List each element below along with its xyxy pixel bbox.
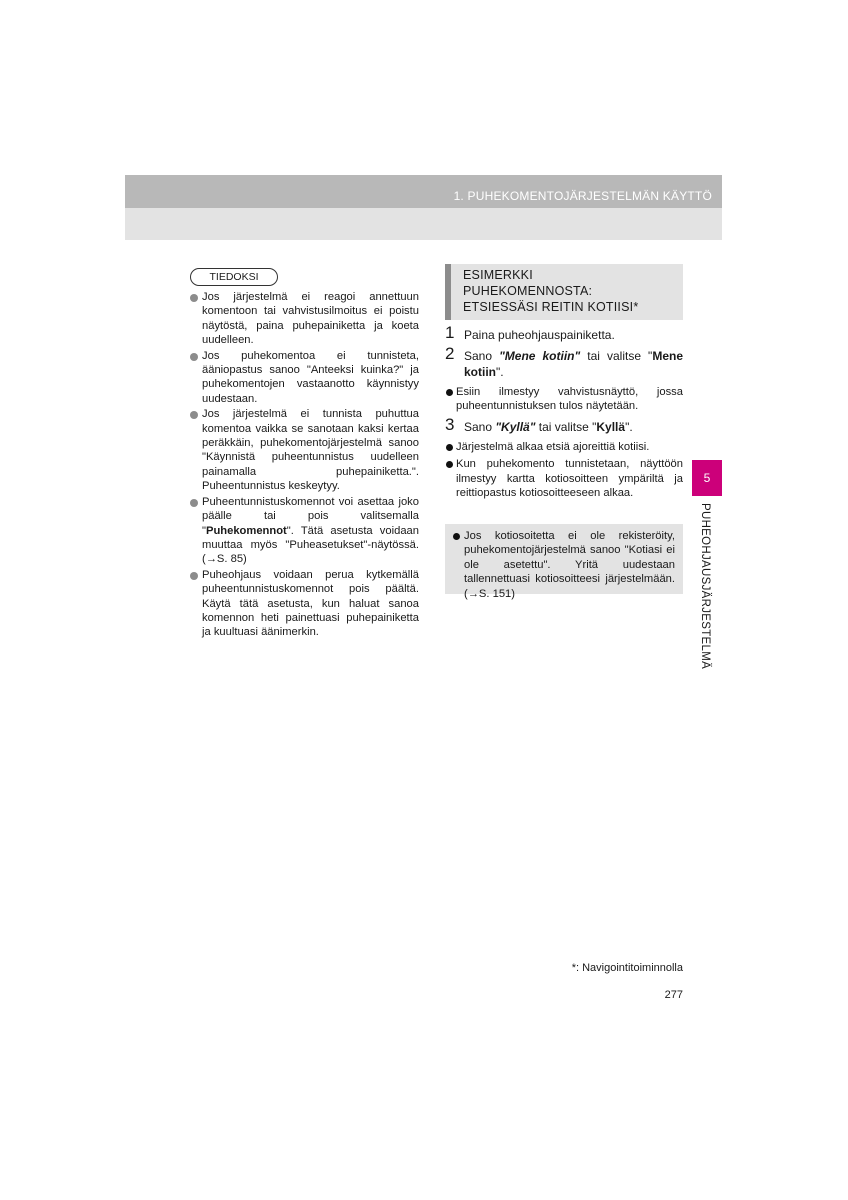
note-item: Jos puhekomentoa ei tunnisteta, ääniopastus sanoo "Anteeksi kuinka?" ja puhekomentojen vastaanotto käynnistyy uudestaan. <box>190 349 419 407</box>
step-text: ". <box>496 365 504 379</box>
tiedoksi-notes <box>190 290 419 641</box>
step-text: tai valitse " <box>535 419 597 434</box>
header-strip <box>125 175 722 208</box>
page-number: 277 <box>664 989 683 1001</box>
step-text: ". <box>625 419 633 434</box>
note-text: Puheentunnistuskomennot voi asettaa joko päälle tai pois valitsemalla " <box>202 495 419 537</box>
step-text: Paina puheohjauspainiketta. <box>464 328 615 342</box>
step-2 <box>445 344 684 380</box>
note-item: Jos järjestelmä ei tunnista puhuttua komentoa vaikka se sanotaan kaksi kertaa peräkkäin, puhekomentojärjestelmä sanoo "Käynnistä puheentunnistus uudelleen painamalla puhepainiketta.". Puheentunnistus keskeytyy. <box>190 407 419 493</box>
chapter-tab: 5 <box>692 460 722 496</box>
step-text: tai valitse " <box>580 349 653 363</box>
step-1 <box>445 323 683 343</box>
example-steps <box>445 323 684 503</box>
example-heading <box>463 267 678 315</box>
header-band <box>125 175 722 240</box>
step-text: Sano <box>464 349 500 363</box>
step-number: 1 <box>445 323 455 342</box>
step-text: Sano <box>464 419 496 434</box>
info-note: Jos kotiosoitetta ei ole rekisteröity, puhekomentojärjestelmä sanoo "Kotiasi ei ole asetettu". Yritä uudestaan tallennettuasi kotiosoitteesi järjestelmään. (→S. 151) <box>452 529 675 601</box>
note-bold-term: Puhekomennot <box>205 524 287 537</box>
section-title: 1. PUHEKOMENTOJÄRJESTELMÄN KÄYTTÖ <box>453 189 712 203</box>
note-text: ". Tätä asetusta voidaan muuttaa myös "Puheasetukset"-näytössä. (→S. 85) <box>202 524 419 566</box>
heading-line: PUHEKOMENNOSTA: <box>463 284 593 298</box>
step-note: Esiin ilmestyy vahvistusnäyttö, jossa puheentunnistuksen tulos näytetään. <box>445 385 683 414</box>
chapter-label: PUHEOHJAUSJÄRJESTELMÄ <box>699 503 711 670</box>
step-number: 3 <box>445 414 455 434</box>
footnote: *: Navigointitoiminnolla <box>571 962 683 974</box>
note-item: Jos järjestelmä ei reagoi annettuun komentoon tai vahvistusilmoitus ei poistu näytöstä, paina puhepainiketta ja koeta uudelleen. <box>190 290 419 348</box>
button-term: Mene kotiin <box>464 349 684 379</box>
tiedoksi-label: TIEDOKSI <box>190 268 278 286</box>
note-item <box>190 495 419 567</box>
info-box <box>445 524 683 600</box>
step-note: Järjestelmä alkaa etsiä ajoreittiä kotiisi. <box>445 440 683 454</box>
step-number: 2 <box>445 344 455 363</box>
spoken-command: "Mene kotiin" <box>499 349 581 363</box>
spoken-command: "Kyllä" <box>495 419 536 434</box>
heading-accent-bar <box>445 264 451 320</box>
step-note: Kun puhekomento tunnistetaan, näyttöön ilmestyy kartta kotiosoitteen ympäriltä ja reittiopastus kotiosoitteeseen alkaa. <box>445 457 683 500</box>
example-heading-box <box>445 264 683 320</box>
heading-line: ESIMERKKI <box>463 268 533 282</box>
note-item: Puheohjaus voidaan perua kytkemällä puheentunnistuskomennot pois päältä. Käytä tätä asetusta, kun haluat sanoa komennon heti painettuasi puhepainiketta ja kuultuasi äänimerkin. <box>190 568 419 640</box>
button-term: Kyllä <box>596 419 626 434</box>
step-3 <box>445 414 683 435</box>
heading-line: ETSIESSÄSI REITIN KOTIISI* <box>463 300 639 314</box>
